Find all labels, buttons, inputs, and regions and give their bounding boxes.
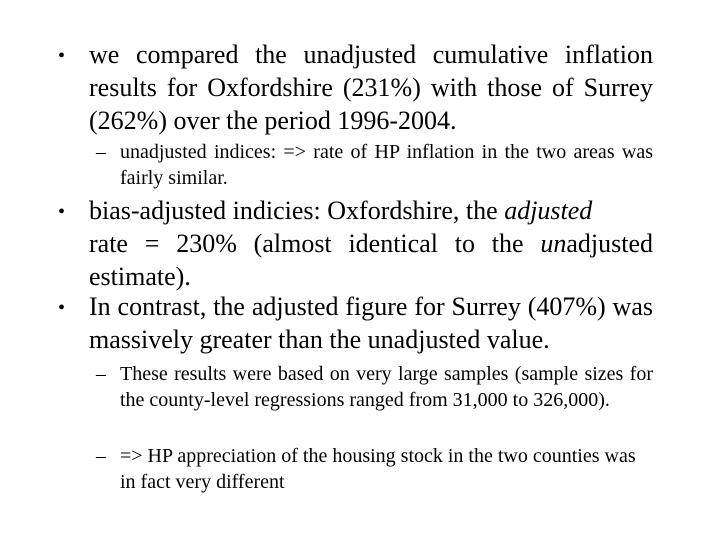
bullet-marker: • (58, 45, 66, 67)
subbullet-text-sample-sizes: These results were based on very large samples (sample sizes for the county-level regressions ranged from 31,000 to 326,000). (120, 363, 653, 411)
subbullet-text-hp-appreciation: => HP appreciation of the housing stock in the two counties was in fact very different (120, 445, 636, 493)
subbullet-marker: – (96, 141, 106, 163)
bullet-text-surrey-contrast: In contrast, the adjusted figure for Surrey (407%) was massively greater than the unadjusted value. (89, 292, 653, 354)
bullet-text-bias-adjusted (89, 194, 653, 293)
bullet-marker: • (58, 201, 66, 223)
bias-adjusted-line2-text: rate = 230% (almost identical to the (89, 229, 541, 258)
bullet-marker: • (58, 297, 66, 319)
bias-adjusted-line2-italic: un (540, 229, 567, 258)
subbullet-text-unadjusted: unadjusted indices: => rate of HP inflation in the two areas was fairly similar. (120, 141, 653, 189)
subbullet-marker: – (96, 445, 106, 467)
bullet-text-oxfordshire-surrey: we compared the unadjusted cumulative inflation results for Oxfordshire (231%) with those of Surrey (262%) over the period 1996-2004. (89, 40, 653, 135)
bias-adjusted-line3-text: estimate). (89, 262, 191, 291)
bias-adjusted-line2-post: adjusted (566, 229, 653, 258)
bias-adjusted-line1-text: bias-adjusted indicies: Oxfordshire, the (89, 196, 505, 225)
subbullet-marker: – (96, 363, 106, 385)
bias-adjusted-line1-italic: adjusted (504, 196, 593, 225)
